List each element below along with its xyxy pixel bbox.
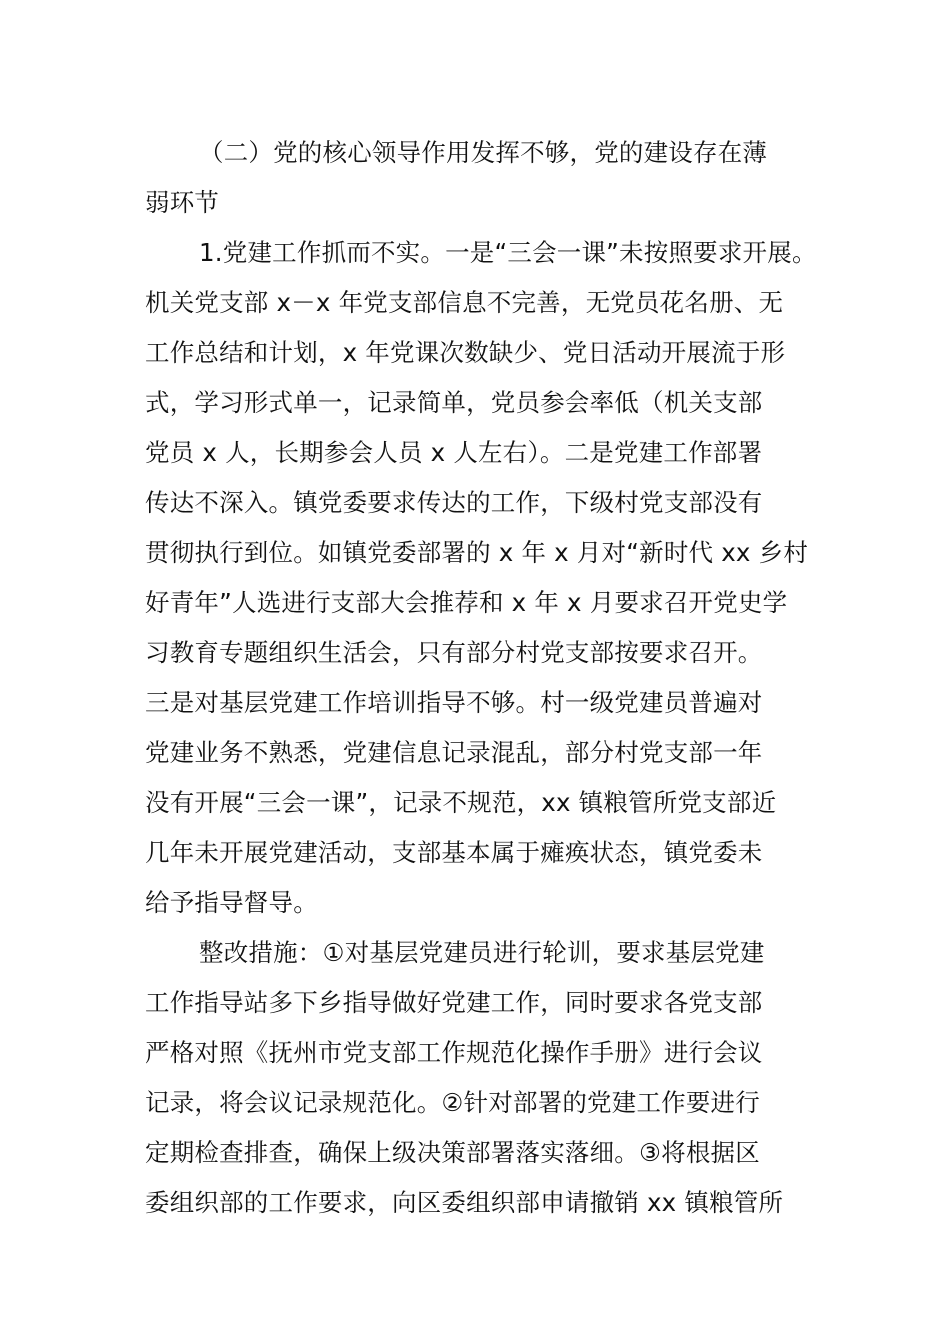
paragraph-line: 党员 x 人，长期参会人员 x 人左右）。二是党建工作部署 [145,438,763,467]
paragraph-line: 传达不深入。镇党委要求传达的工作，下级村党支部没有 [145,488,763,517]
document-body [145,128,817,1228]
paragraph-line: 贯彻执行到位。如镇党委部署的 x 年 x 月对“新时代 xx 乡村 [145,538,809,567]
paragraph-line: 整改措施：①对基层党建员进行轮训，要求基层党建 [199,938,765,967]
paragraph-line: 定期检查排查，确保上级决策部署落实落细。③将根据区 [145,1138,760,1167]
paragraph-line: 记录，将会议记录规范化。②针对部署的党建工作要进行 [145,1088,760,1117]
paragraph-line: 好青年”人选进行支部大会推荐和 x 年 x 月要求召开党史学 [145,588,788,617]
paragraph-line: 党建业务不熟悉，党建信息记录混乱，部分村党支部一年 [145,738,763,767]
paragraph-line: 严格对照《抚州市党支部工作规范化操作手册》进行会议 [145,1038,763,1067]
paragraph-line: 机关党支部 x－x 年党支部信息不完善，无党员花名册、无 [145,288,784,317]
paragraph-line: 没有开展“三会一课”，记录不规范，xx 镇粮管所党支部近 [145,788,777,817]
paragraph-line: 委组织部的工作要求，向区委组织部申请撤销 xx 镇粮管所 [145,1188,784,1217]
section-heading [145,128,810,228]
paragraph-line: 习教育专题组织生活会，只有部分村党支部按要求召开。 [145,638,763,667]
heading-line-2: 弱环节 [145,188,220,217]
paragraph-line: 几年未开展党建活动，支部基本属于瘫痪状态，镇党委未 [145,838,763,867]
paragraph-line: 给予指导督导。 [145,888,318,917]
paragraph-line: 1.党建工作抓而不实。一是“三会一课”未按照要求开展。 [199,238,817,267]
paragraph-line: 工作指导站多下乡指导做好党建工作，同时要求各党支部 [145,988,763,1017]
heading-line-1: （二）党的核心领导作用发挥不够，党的建设存在薄 [199,138,768,167]
paragraph-line: 式，学习形式单一，记录简单，党员参会率低（机关支部 [145,388,763,417]
paragraph-line: 三是对基层党建工作培训指导不够。村一级党建员普遍对 [145,688,763,717]
paragraph-party-building [145,228,817,928]
paragraph-line: 工作总结和计划，x 年党课次数缺少、党日活动开展流于形 [145,338,786,367]
paragraph-rectification-measures [145,928,810,1228]
